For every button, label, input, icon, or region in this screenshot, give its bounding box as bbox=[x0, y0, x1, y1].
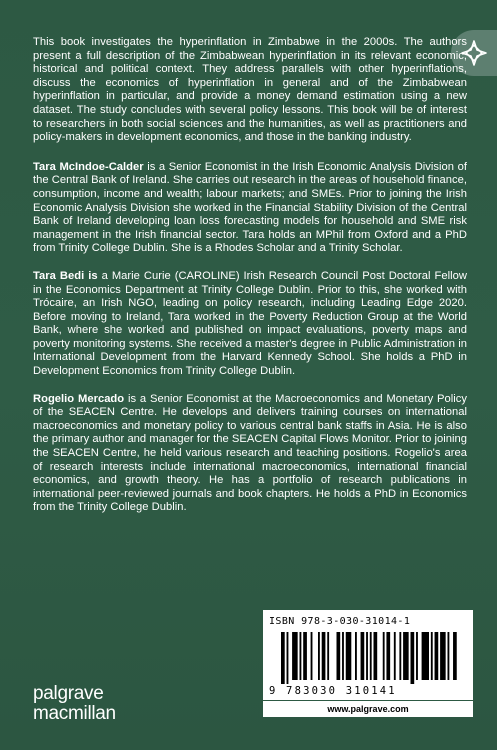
barcode-bar bbox=[374, 632, 378, 680]
blurb-content bbox=[33, 36, 467, 529]
barcode-bar bbox=[366, 632, 368, 680]
barcode-bar bbox=[431, 632, 433, 680]
barcode-bar bbox=[394, 632, 396, 680]
author-bio-text: a Marie Curie (CAROLINE) Irish Research Council Post Doctoral Fellow in the Economics Department at Trinity College Dublin. Prior to this, she worked with Trócaire, an Irish NGO, leading on policy research, including Leading Edge 2020. Before moving to Ireland, Tara worked in the Poverty Reduction Group at the World Bank, where she worked and published on impact evaluations, poverty maps and poverty monitoring systems. She received a master's degree in Public Administration in International Development from the Harvard Kennedy School. She holds a PhD in Development Economics from Trinity College Dublin. bbox=[33, 269, 467, 378]
barcode-bar bbox=[399, 632, 401, 680]
barcode-bar bbox=[411, 632, 415, 684]
barcode-graphic bbox=[281, 632, 459, 684]
logo-palgrave: palgrave bbox=[33, 683, 104, 704]
barcode-bar bbox=[337, 632, 341, 680]
barcode-bar bbox=[292, 632, 298, 680]
publisher-website: www.palgrave.com bbox=[263, 700, 473, 717]
author-bio-text: is a Senior Economist at the Macroeconomics and Monetary Policy of the SEACEN Centre. He develops and delivers training courses on international macroeconomics and monetary policy to various central bank staffs in Asia. He is also the primary author and manager for the SEACEN Capital Flows Monitor. Prior to joining the SEACEN Centre, he held various research and teaching positions. Rogelio's area of research interests include international macroeconomics, international financial economics, and growth theory. He has a portfolio of research publications in international peer-reviewed journals and book chapters. He holds a PhD in Economics from the Trinity College Dublin. bbox=[33, 392, 467, 514]
barcode-bar bbox=[440, 632, 446, 680]
barcode-bar bbox=[383, 632, 385, 680]
logo-macmillan: macmillan bbox=[33, 703, 116, 724]
author-bio-2 bbox=[33, 270, 467, 379]
barcode-bar bbox=[386, 632, 390, 680]
author-name: Rogelio Mercado bbox=[33, 392, 125, 405]
barcode-bar bbox=[318, 632, 320, 680]
book-description: This book investigates the hyperinflation in Zimbabwe in the 2000s. The authors present a full description of the Zimbabwean hyperinflation in its relevant economic, historical and political context. They address parallels with other hyperinflations, discuss the economics of hyperinflation in general and of the Zimbabwean hyperinflation in particular, and provide a money demand estimation using a new dataset. The study concludes with several policy lessons. This book will be of interest to researchers in both social sciences and the humanities, as well as practitioners and policy-makers in development economics, and those in the banking industry. bbox=[33, 36, 467, 144]
author-bio-1 bbox=[33, 161, 467, 256]
author-name: Tara Bedi is bbox=[33, 269, 98, 282]
barcode-bar bbox=[287, 632, 289, 684]
barcode-bar bbox=[327, 632, 329, 680]
barcode-bar bbox=[448, 632, 450, 680]
barcode-bar bbox=[342, 632, 344, 680]
barcode-bar bbox=[370, 632, 372, 680]
publisher-logo bbox=[33, 684, 116, 724]
barcode-bar bbox=[416, 632, 418, 680]
author-name: Tara McIndoe-Calder bbox=[33, 160, 144, 173]
barcode-bar bbox=[355, 632, 357, 680]
barcode-bar bbox=[453, 632, 457, 680]
barcode-bar bbox=[435, 632, 439, 680]
author-bio-text: is a Senior Economist in the Irish Economic Analysis Division of the Central Bank of Ireland. She carries out research in the areas of household finance, consumption, income and wealth; labour markets; and SMEs. Prior to joining the Irish Economic Analysis Division she worked in the Financial Stability Division of the Central Bank of Ireland developing loan loss forecasting models for household and SME risk management in the Irish financial sector. Tara holds an MPhil from Oxford and a PhD from Trinity College Dublin. She is a Rhodes Scholar and a Trinity Scholar. bbox=[33, 160, 467, 255]
barcode-bar bbox=[346, 632, 352, 680]
author-bio-3 bbox=[33, 393, 467, 515]
barcode-bar bbox=[303, 632, 307, 680]
barcode-bar bbox=[361, 632, 365, 680]
barcode-bar bbox=[311, 632, 313, 680]
barcode-bar bbox=[403, 632, 409, 680]
isbn-barcode-box bbox=[263, 610, 473, 702]
barcode-bar bbox=[281, 632, 285, 684]
barcode-bar bbox=[300, 632, 302, 680]
barcode-bar bbox=[422, 632, 429, 680]
barcode-digits: 9 783030 310141 bbox=[269, 685, 397, 697]
barcode-bar bbox=[322, 632, 326, 680]
isbn-label: ISBN 978-3-030-31014-1 bbox=[269, 616, 411, 627]
